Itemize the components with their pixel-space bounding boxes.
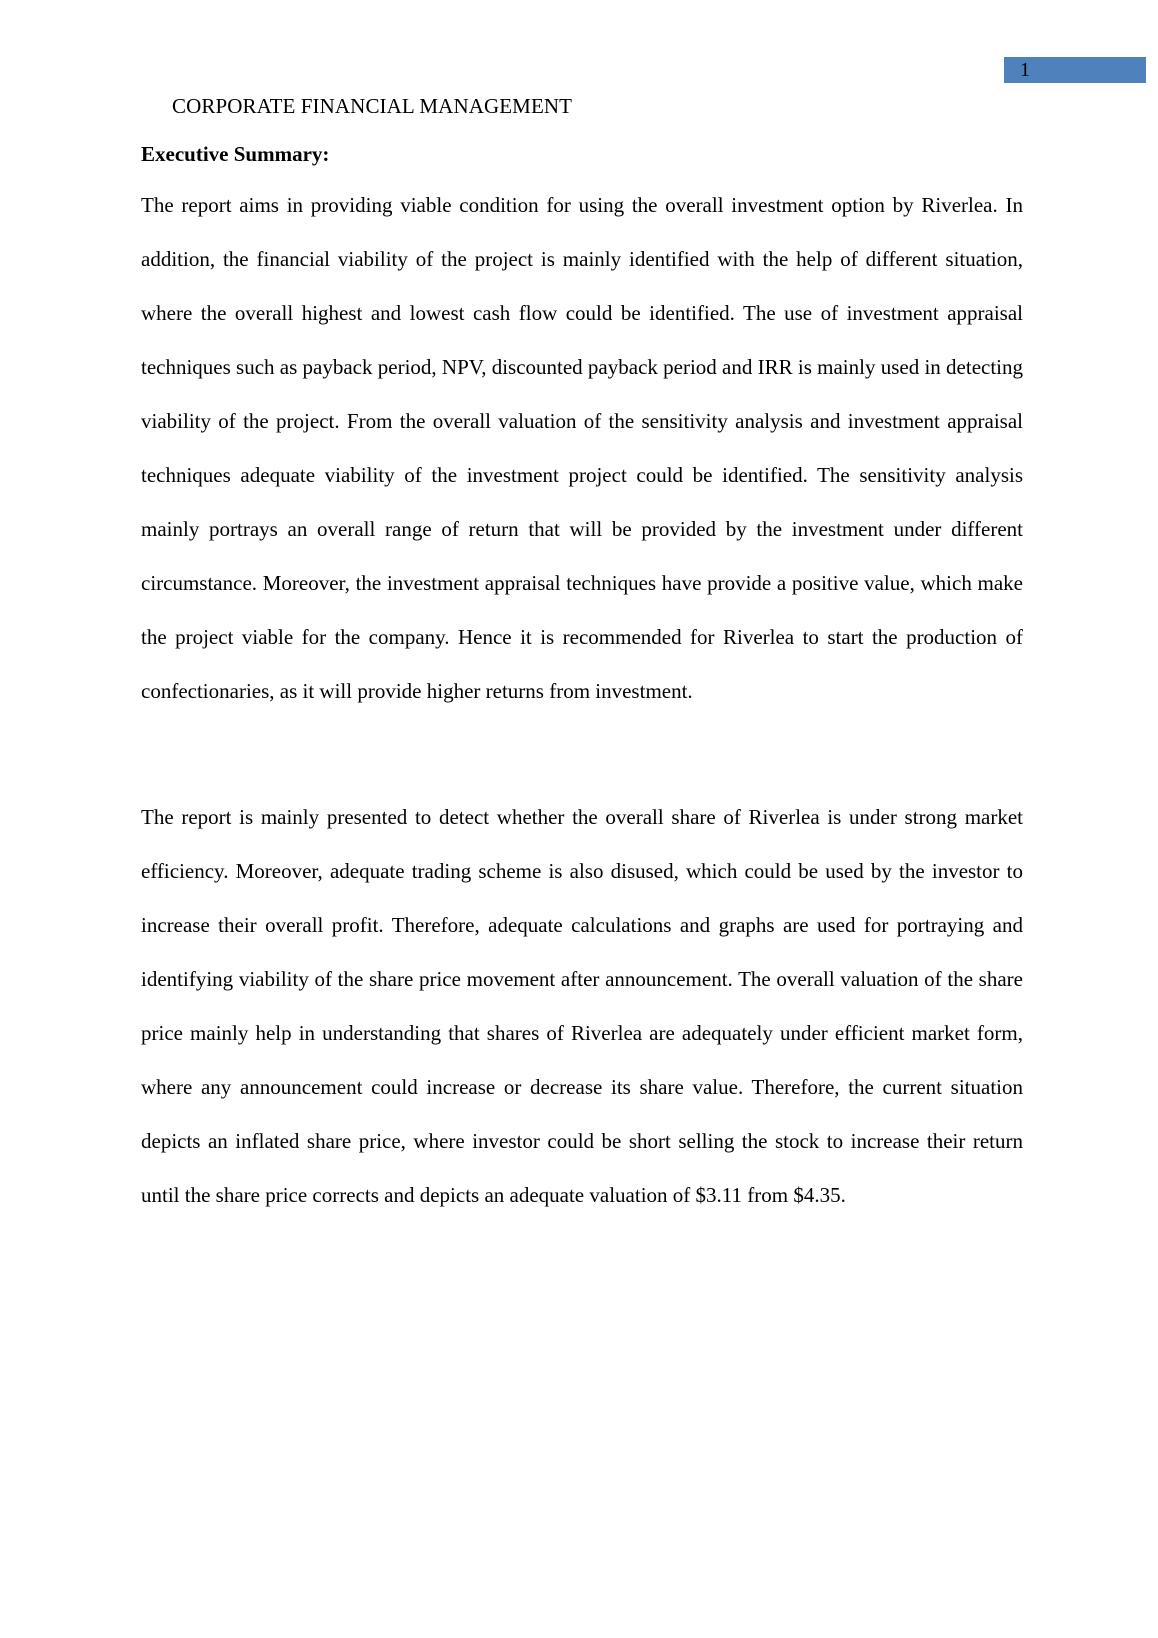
running-head: CORPORATE FINANCIAL MANAGEMENT <box>172 94 573 118</box>
section-heading: Executive Summary: <box>141 142 330 166</box>
paragraph-1: The report aims in providing viable condition for using the overall investment option by Riverlea. In addition, the financial viability of the project is mainly identified with the help of different situation, where the overall highest and lowest cash flow could be identified. The use of investment appraisal techniques such as payback period, NPV, discounted payback period and IRR is mainly used in detecting viability of the project. From the overall valuation of the sensitivity analysis and investment appraisal techniques adequate viability of the investment project could be identified. The sensitivity analysis mainly portrays an overall range of return that will be provided by the investment under different circumstance. Moreover, the investment appraisal techniques have provide a positive value, which make the project viable for the company. Hence it is recommended for Riverlea to start the production of confectionaries, as it will provide higher returns from investment. <box>141 193 1023 703</box>
page-number-box <box>1004 57 1146 83</box>
paragraph-2: The report is mainly presented to detect whether the overall share of Riverlea is under strong market efficiency. Moreover, adequate trading scheme is also disused, which could be used by the investor to increase their overall profit. Therefore, adequate calculations and graphs are used for portraying and identifying viability of the share price movement after announcement. The overall valuation of the share price mainly help in understanding that shares of Riverlea are adequately under efficient market form, where any announcement could increase or decrease its share value. Therefore, the current situation depicts an inflated share price, where investor could be short selling the stock to increase their return until the share price corrects and depicts an adequate valuation of $3.11 from $4.35. <box>141 805 1023 1207</box>
page-number: 1 <box>1020 59 1030 81</box>
